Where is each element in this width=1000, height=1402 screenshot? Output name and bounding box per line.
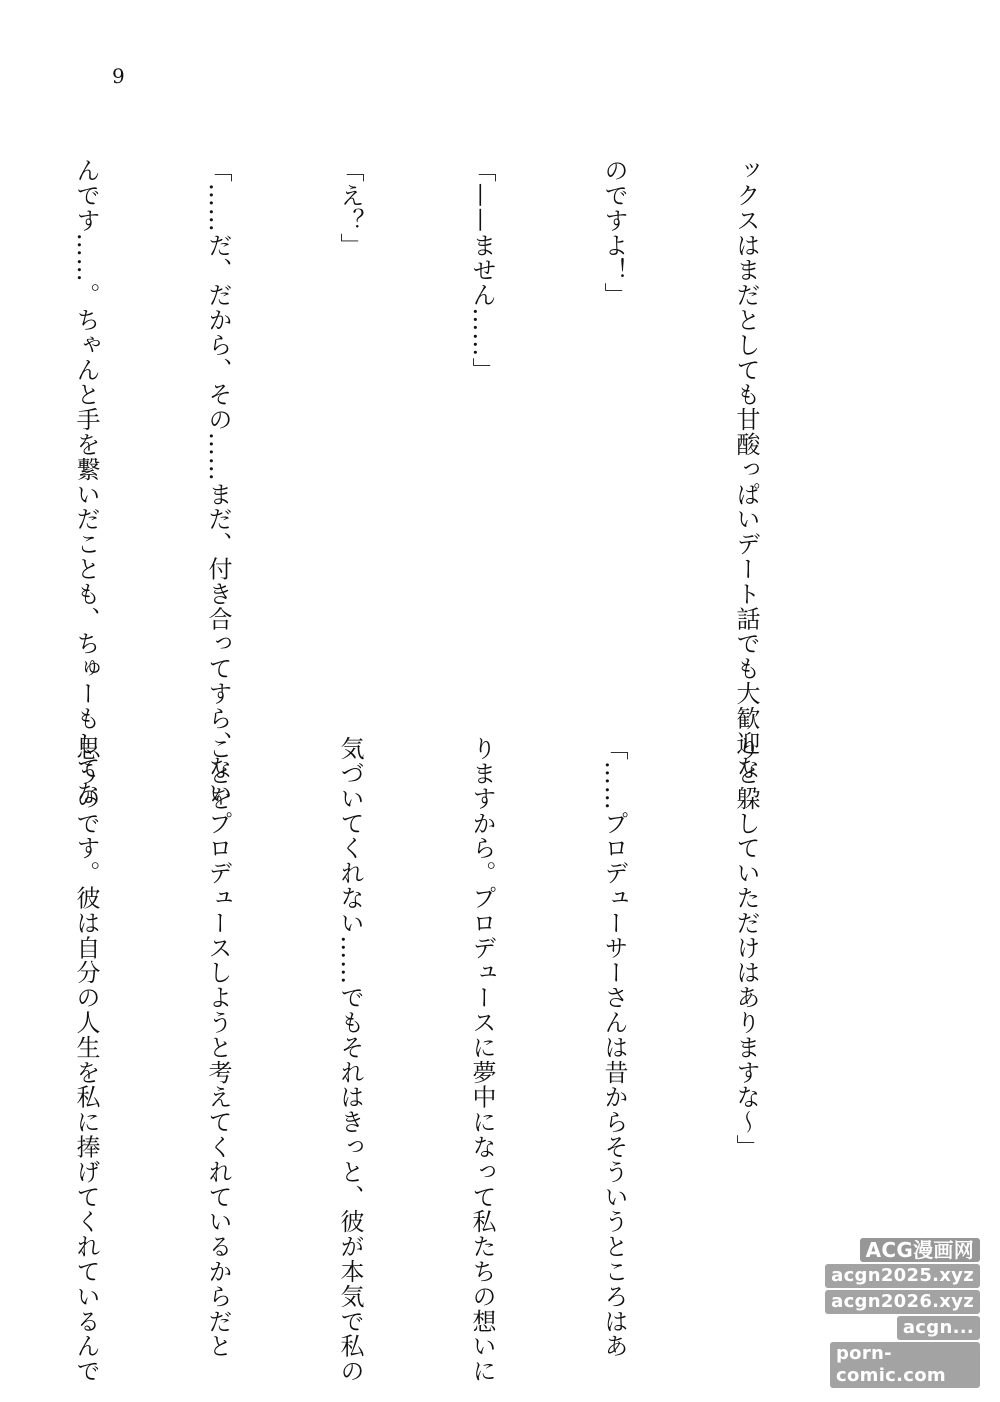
text-line: 「……だ、だから、その……まだ、付き合ってすら、ない [204,158,232,806]
text-line: 気づいてくれない……でもそれはきっと、彼が本気で私の [336,736,364,1384]
text-line: のですよ！」 [600,158,628,308]
page-number: 9 [112,64,125,88]
text-line: 「——ません……」 [468,158,496,383]
lower-text-block [72,736,856,1384]
watermark-url: porn-comic.com [830,1342,980,1388]
text-line: りと躱していただけはありますな〜」 [732,736,760,1160]
watermark-url: acgn2025.xyz [825,1264,980,1288]
watermark [830,1238,980,1388]
upper-text-block [72,158,856,806]
text-line: 「え？」 [336,158,364,258]
text-line: んです……。ちゃんと手を繋いだことも、ちゅーもしてな [72,158,100,806]
text-line: 「……プロデューサーさんは昔からそういうところはあ [600,736,628,1359]
text-line: ックスはまだとしても甘酸っぱいデート話でも大歓迎な [732,158,760,781]
text-line: りますから。プロデュースに夢中になって私たちの想いに [468,736,496,1384]
text-line: ことをプロデュースしようと考えてくれているからだと [204,736,232,1359]
watermark-title: ACG漫画网 [860,1238,980,1262]
watermark-url: acgn2026.xyz [825,1290,980,1314]
watermark-url: acgn... [897,1316,980,1340]
text-line: 思うのです。彼は自分の人生を私に捧げてくれているんで [72,736,100,1384]
